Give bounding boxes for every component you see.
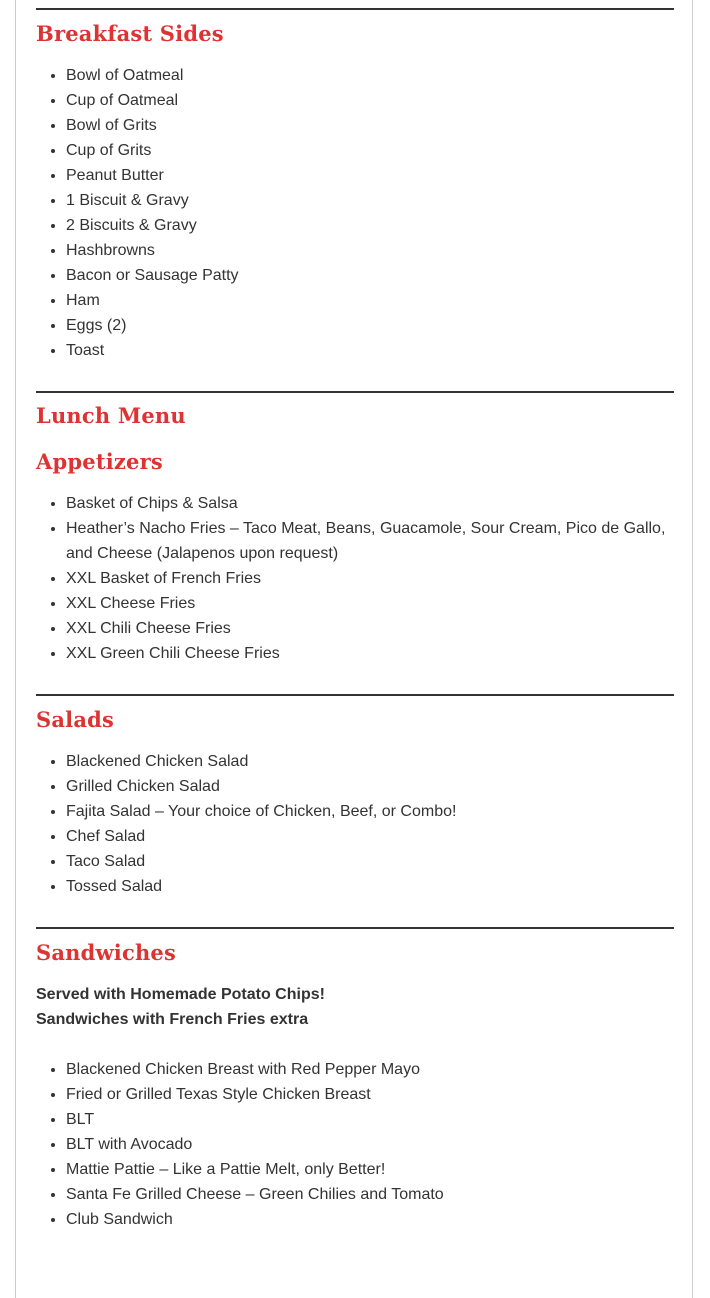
salads-heading: Salads — [36, 707, 115, 732]
list-item: • XXL Green Chili Cheese Fries — [66, 641, 674, 666]
breakfast-sides-heading: Breakfast Sides — [36, 21, 224, 46]
list-item: • BLT with Avocado — [66, 1132, 674, 1157]
appetizers-heading: Appetizers — [36, 449, 163, 474]
salads-list — [36, 749, 674, 899]
list-item: • Blackened Chicken Salad — [66, 749, 674, 774]
section-divider — [36, 391, 674, 393]
list-item: • Club Sandwich — [66, 1207, 674, 1232]
list-item: • Peanut Butter — [66, 163, 674, 188]
sandwiches-note-fries: Sandwiches with French Fries extra — [36, 1011, 309, 1028]
section-divider — [36, 694, 674, 696]
list-item: • Cup of Grits — [66, 138, 674, 163]
list-item: • Ham — [66, 288, 674, 313]
list-item: • 1 Biscuit & Gravy — [66, 188, 674, 213]
list-item: • Blackened Chicken Breast with Red Pepper Mayo — [66, 1057, 674, 1082]
list-item: • 2 Biscuits & Gravy — [66, 213, 674, 238]
list-item: • Heather’s Nacho Fries – Taco Meat, Beans, Guacamole, Sour Cream, Pico de Gallo, and Cheese (Jalapenos upon request) — [66, 516, 674, 566]
section-divider — [36, 927, 674, 929]
sandwiches-note-chips: Served with Homemade Potato Chips! — [36, 986, 325, 1003]
list-item: • XXL Chili Cheese Fries — [66, 616, 674, 641]
list-item: • Bowl of Oatmeal — [66, 63, 674, 88]
breakfast-sides-list — [36, 63, 674, 363]
list-item: • Fajita Salad – Your choice of Chicken, Beef, or Combo! — [66, 799, 674, 824]
list-item: • Eggs (2) — [66, 313, 674, 338]
sandwiches-heading: Sandwiches — [36, 940, 177, 965]
list-item: • Cup of Oatmeal — [66, 88, 674, 113]
list-item: • Fried or Grilled Texas Style Chicken Breast — [66, 1082, 674, 1107]
list-item: • XXL Basket of French Fries — [66, 566, 674, 591]
section-divider — [36, 8, 674, 10]
list-item: • Taco Salad — [66, 849, 674, 874]
list-item: • Toast — [66, 338, 674, 363]
list-item: • Bacon or Sausage Patty — [66, 263, 674, 288]
list-item: • Grilled Chicken Salad — [66, 774, 674, 799]
list-item: • BLT — [66, 1107, 674, 1132]
list-item: • Basket of Chips & Salsa — [66, 491, 674, 516]
list-item: • XXL Cheese Fries — [66, 591, 674, 616]
list-item: • Bowl of Grits — [66, 113, 674, 138]
appetizers-list — [36, 491, 674, 666]
list-item: • Santa Fe Grilled Cheese – Green Chilies and Tomato — [66, 1182, 674, 1207]
list-item: • Chef Salad — [66, 824, 674, 849]
list-item: • Hashbrowns — [66, 238, 674, 263]
list-item: • Mattie Pattie – Like a Pattie Melt, only Better! — [66, 1157, 674, 1182]
list-item: • Tossed Salad — [66, 874, 674, 899]
lunch-menu-heading: Lunch Menu — [36, 403, 186, 428]
sandwiches-list — [36, 1057, 674, 1232]
